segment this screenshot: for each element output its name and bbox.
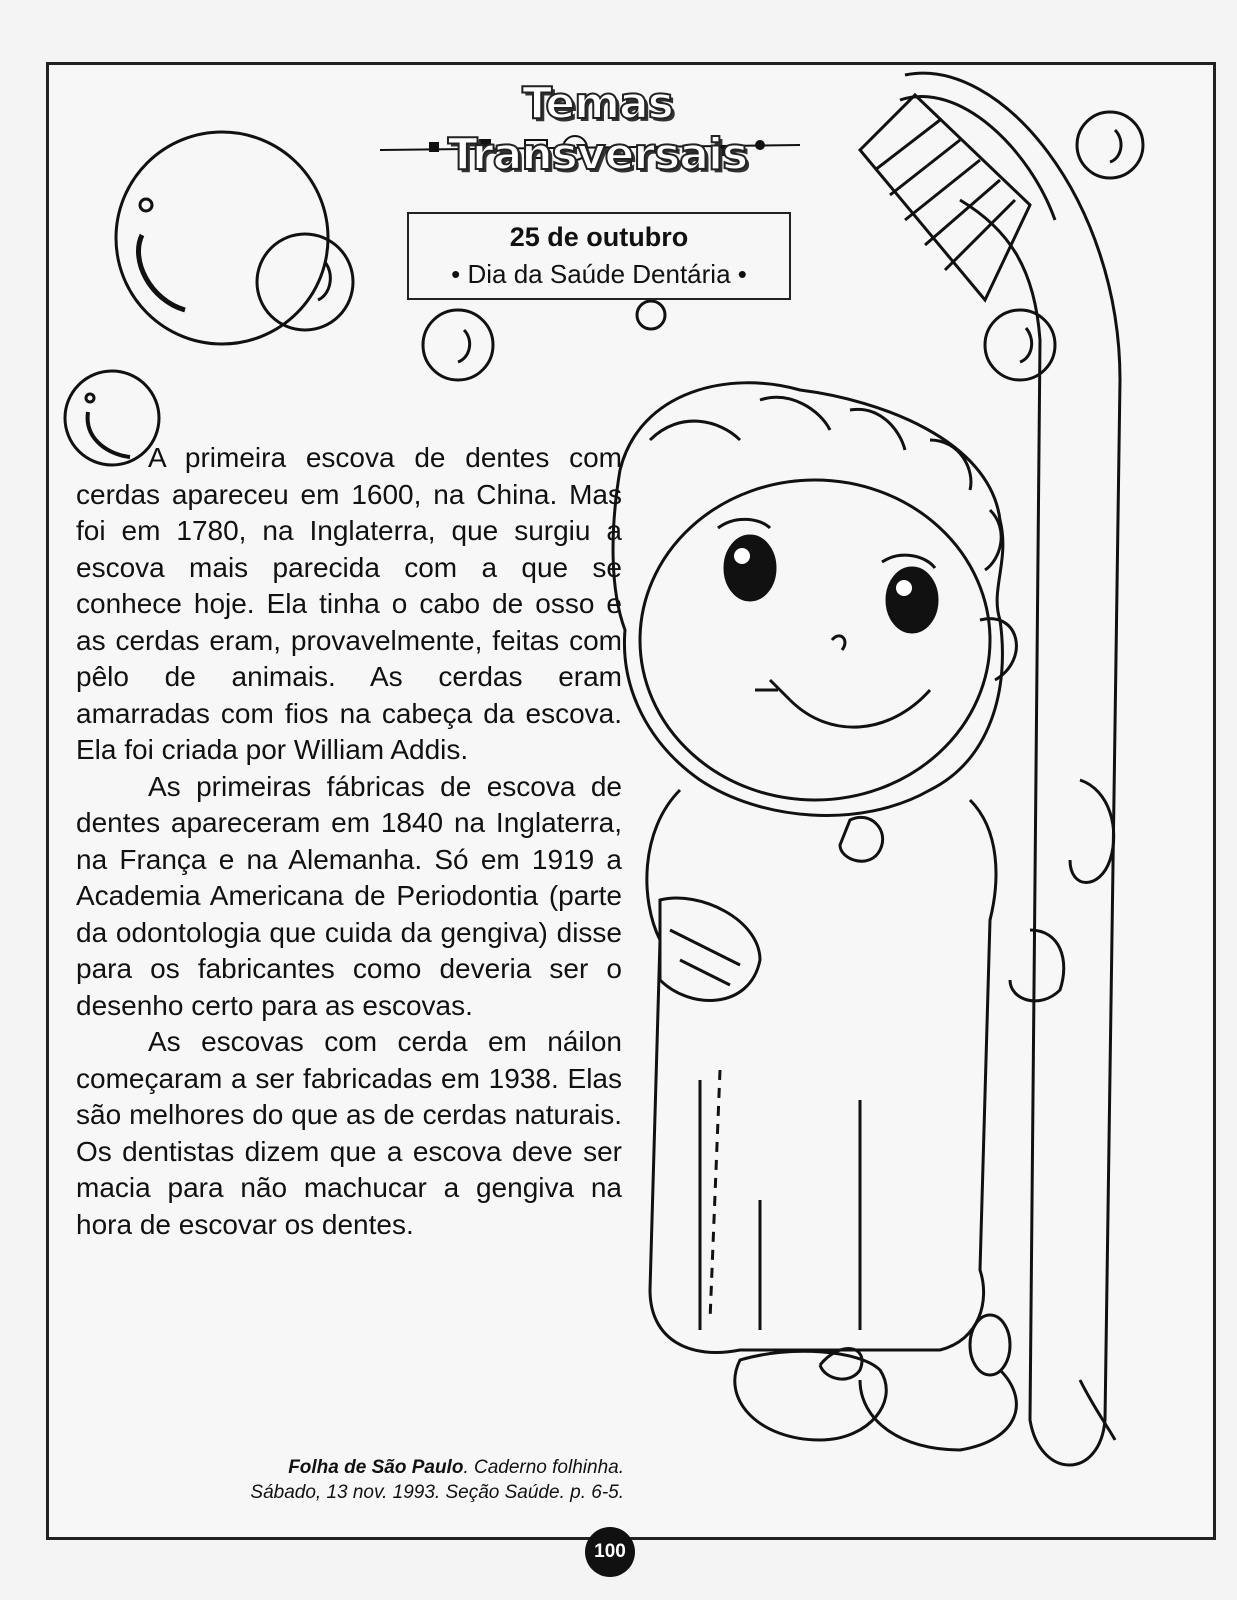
bubble-icon [423,310,493,380]
child-icon [613,383,1115,1450]
article-paragraph: A primeira escova de dentes com cerdas apareceu em 1600, na China. Mas foi em 1780, na Inglaterra, que surgiu a escova mais parecida com a que se conhece hoje. Ela tinha o cabo de osso e as cerdas eram, provavelmente, feitas com pêlo de animais. As cerdas eram amarradas com fios na cabeça da escova. Ela foi criada por William Addis. [76,442,622,765]
section-logo [375,78,820,188]
bubble-icon [116,132,328,344]
article-body [76,440,622,1243]
bubble-icon [1077,112,1143,178]
bubble-icon [257,234,353,330]
logo-text: Temas Transversais [447,78,748,180]
source-citation [150,1455,624,1505]
bubble-icon [985,310,1055,380]
toothbrush-icon [860,73,1120,1465]
source-line-2: Sábado, 13 nov. 1993. Seção Saúde. p. 6-5. [250,1482,624,1503]
source-publication: Folha de São Paulo [288,1457,464,1478]
bubble-icon [637,301,665,329]
article-paragraph: As escovas com cerda em náilon começaram a ser fabricadas em 1938. Elas são melhores do que as de cerdas naturais. Os dentistas dizem que a escova deve ser macia para não machucar a gengiva na hora de escovar os dentes. [76,1026,622,1240]
page-number: 100 [585,1527,635,1577]
source-section: . Caderno folhinha. [463,1457,624,1478]
date-heading: 25 de outubro [509,222,689,252]
source-line-1 [150,1455,624,1480]
date-box [407,212,791,300]
article-paragraph: As primeiras fábricas de escova de dentes apareceram em 1840 na Inglaterra, na França e na Alemanha. Só em 1919 a Academia Americana de Periodontia (parte da odontologia que cuida da gengiva) disse para os fabricantes como deveria ser o desenho certo para as escovas. [76,770,622,1021]
occasion-title: • Dia da Saúde Dentária • [451,259,747,289]
